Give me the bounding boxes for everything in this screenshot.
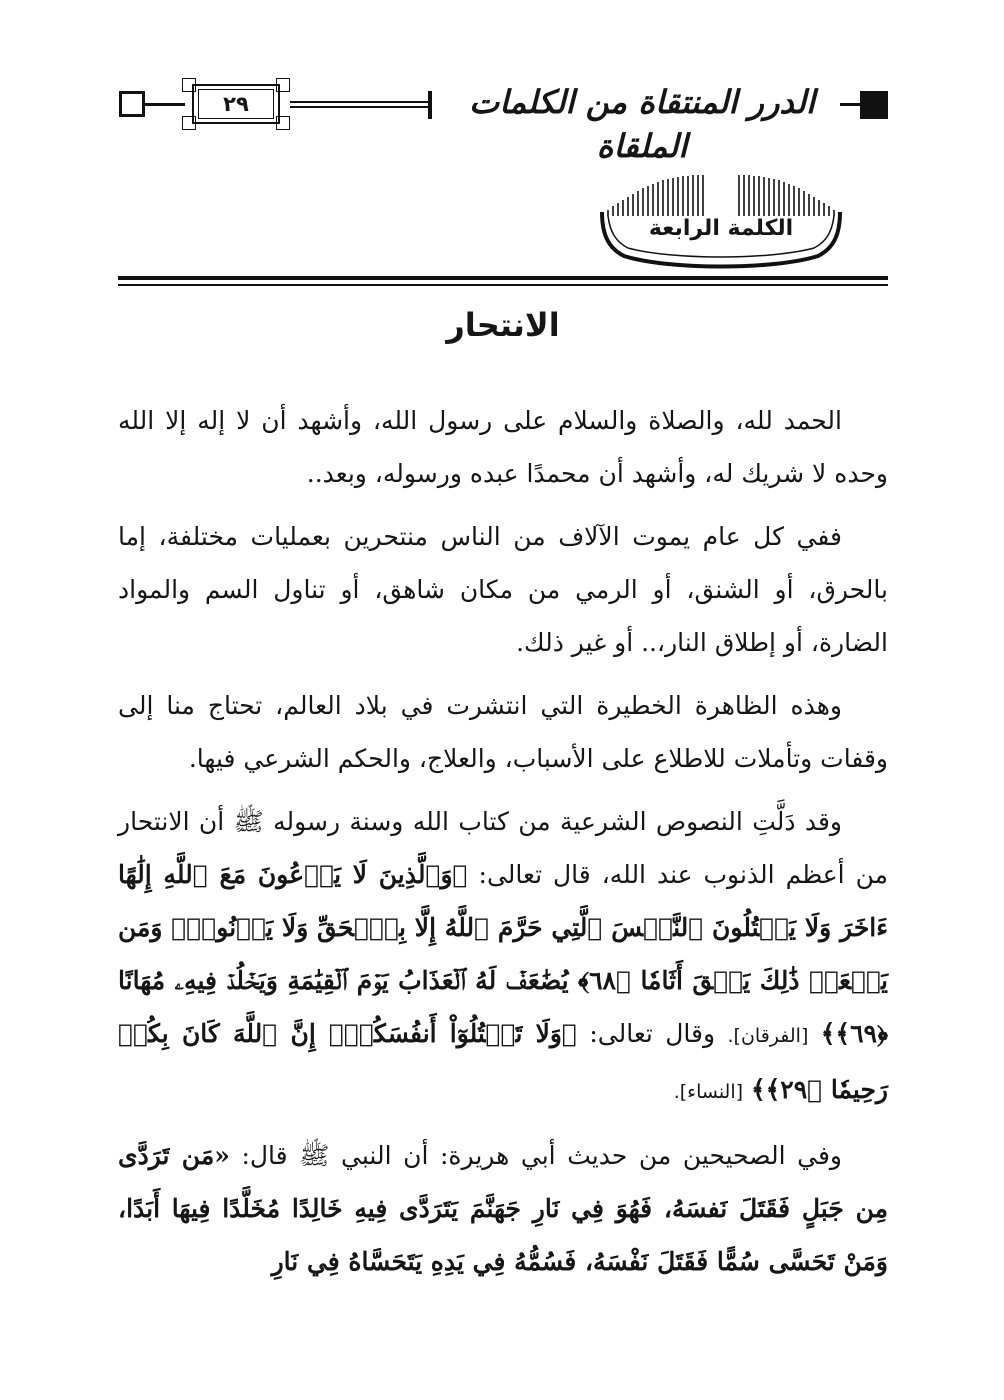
paragraph-text: وقال تعالى: [589, 1019, 716, 1048]
header-bar [428, 91, 432, 119]
paragraph [118, 795, 888, 1119]
paragraph [118, 679, 888, 785]
paragraph-text: وفي الصحيحين من حديث أبي هريرة: أن النبي ﷺ قال: [241, 1141, 843, 1170]
section-rule-thick [118, 276, 888, 280]
quran-verse: ﴿وَٱلَّذِينَ لَا يَدۡعُونَ مَعَ ٱللَّهِ إِلَٰهًا ءَاخَرَ وَلَا يَقۡتُلُونَ ٱلنَّفۡسَ ٱلَّتِي حَرَّمَ ٱللَّهُ إِلَّا بِٱلۡحَقِّ وَلَا يَزۡنُونَۚ وَمَن يَفۡعَلۡ ذَٰلِكَ يَلۡقَ أَثَامٗا ﴿٦٨﴾ يُضَٰعَفۡ لَهُ ٱلۡعَذَابُ يَوۡمَ ٱلۡقِيَٰمَةِ وَيَخۡلُدۡ فِيهِۦ مُهَانًا ﴿٦٩﴾﴾ [118, 860, 889, 1048]
hadith-quote: «مَن تَرَدَّى مِن جَبَلٍ فَقَتَلَ نَفسَهُ، فَهُوَ فِي نَارِ جَهَنَّمَ يَتَرَدَّى فِيهِ خَالِدًا مُخَلَّدًا فِيهَا أَبَدًا، وَمَنْ تَحَسَّى سُمًّا فَقَتَلَ نَفْسَهُ، فَسُمُّهُ فِي يَدِهِ يَتَحَسَّاهُ فِي نَارِ [118, 1141, 888, 1276]
chapter-title: الانتحار [446, 306, 560, 344]
header-rule-left [145, 103, 185, 106]
page-number-frame [182, 78, 290, 130]
book-title: الدرر المنتقاة من الكلمات الملقاة [469, 83, 815, 165]
page-number: ٢٩ [198, 89, 274, 119]
paragraph-text: وهذه الظاهرة الخطيرة التي انتشرت في بلاد العالم، تحتاج منا إلى وقفات وتأملات للاطلاع على الأسباب، والعلاج، والحكم الشرعي فيها. [118, 691, 888, 773]
paragraph [118, 510, 888, 669]
body-text [118, 394, 888, 1288]
section-rule-thin [118, 284, 888, 286]
header-square-outline [119, 91, 145, 117]
header-rule-middle [290, 101, 430, 103]
paragraph-text: ففي كل عام يموت الآلاف من الناس منتحرين بعمليات مختلفة، إما بالحرق، أو الشنق، أو الرمي من مكان شاهق، أو تناول السم والمواد الضارة، أو إطلاق النار،.. أو غير ذلك. [118, 522, 888, 657]
surah-reference: [النساء]. [673, 1081, 744, 1103]
chapter-badge [598, 174, 844, 270]
chapter-label: الكلمة الرابعة [648, 216, 794, 241]
paragraph [118, 1129, 888, 1288]
running-header [0, 0, 1004, 165]
header-rule-right [840, 103, 862, 106]
quran-verse: ﴿وَلَا تَقۡتُلُوٓاْ أَنفُسَكُمۡۚ إِنَّ ٱللَّهَ كَانَ بِكُمۡ رَحِيمٗا ﴿٢٩﴾﴾ [118, 1019, 888, 1104]
surah-reference: [الفرقان]. [727, 1025, 809, 1047]
paragraph-text: الحمد لله، والصلاة والسلام على رسول الله، وأشهد أن لا إله إلا الله وحده لا شريك له، وأشهد أن محمدًا عبده ورسوله، وبعد.. [118, 406, 888, 488]
paragraph [118, 394, 888, 500]
header-square-filled [860, 91, 888, 119]
header-rule-middle [290, 106, 430, 108]
paragraph-text: وقد دَلَّتِ النصوص الشرعية من كتاب الله وسنة رسوله ﷺ أن الانتحار من أعظم الذنوب عند الله، قال تعالى: [118, 807, 888, 889]
